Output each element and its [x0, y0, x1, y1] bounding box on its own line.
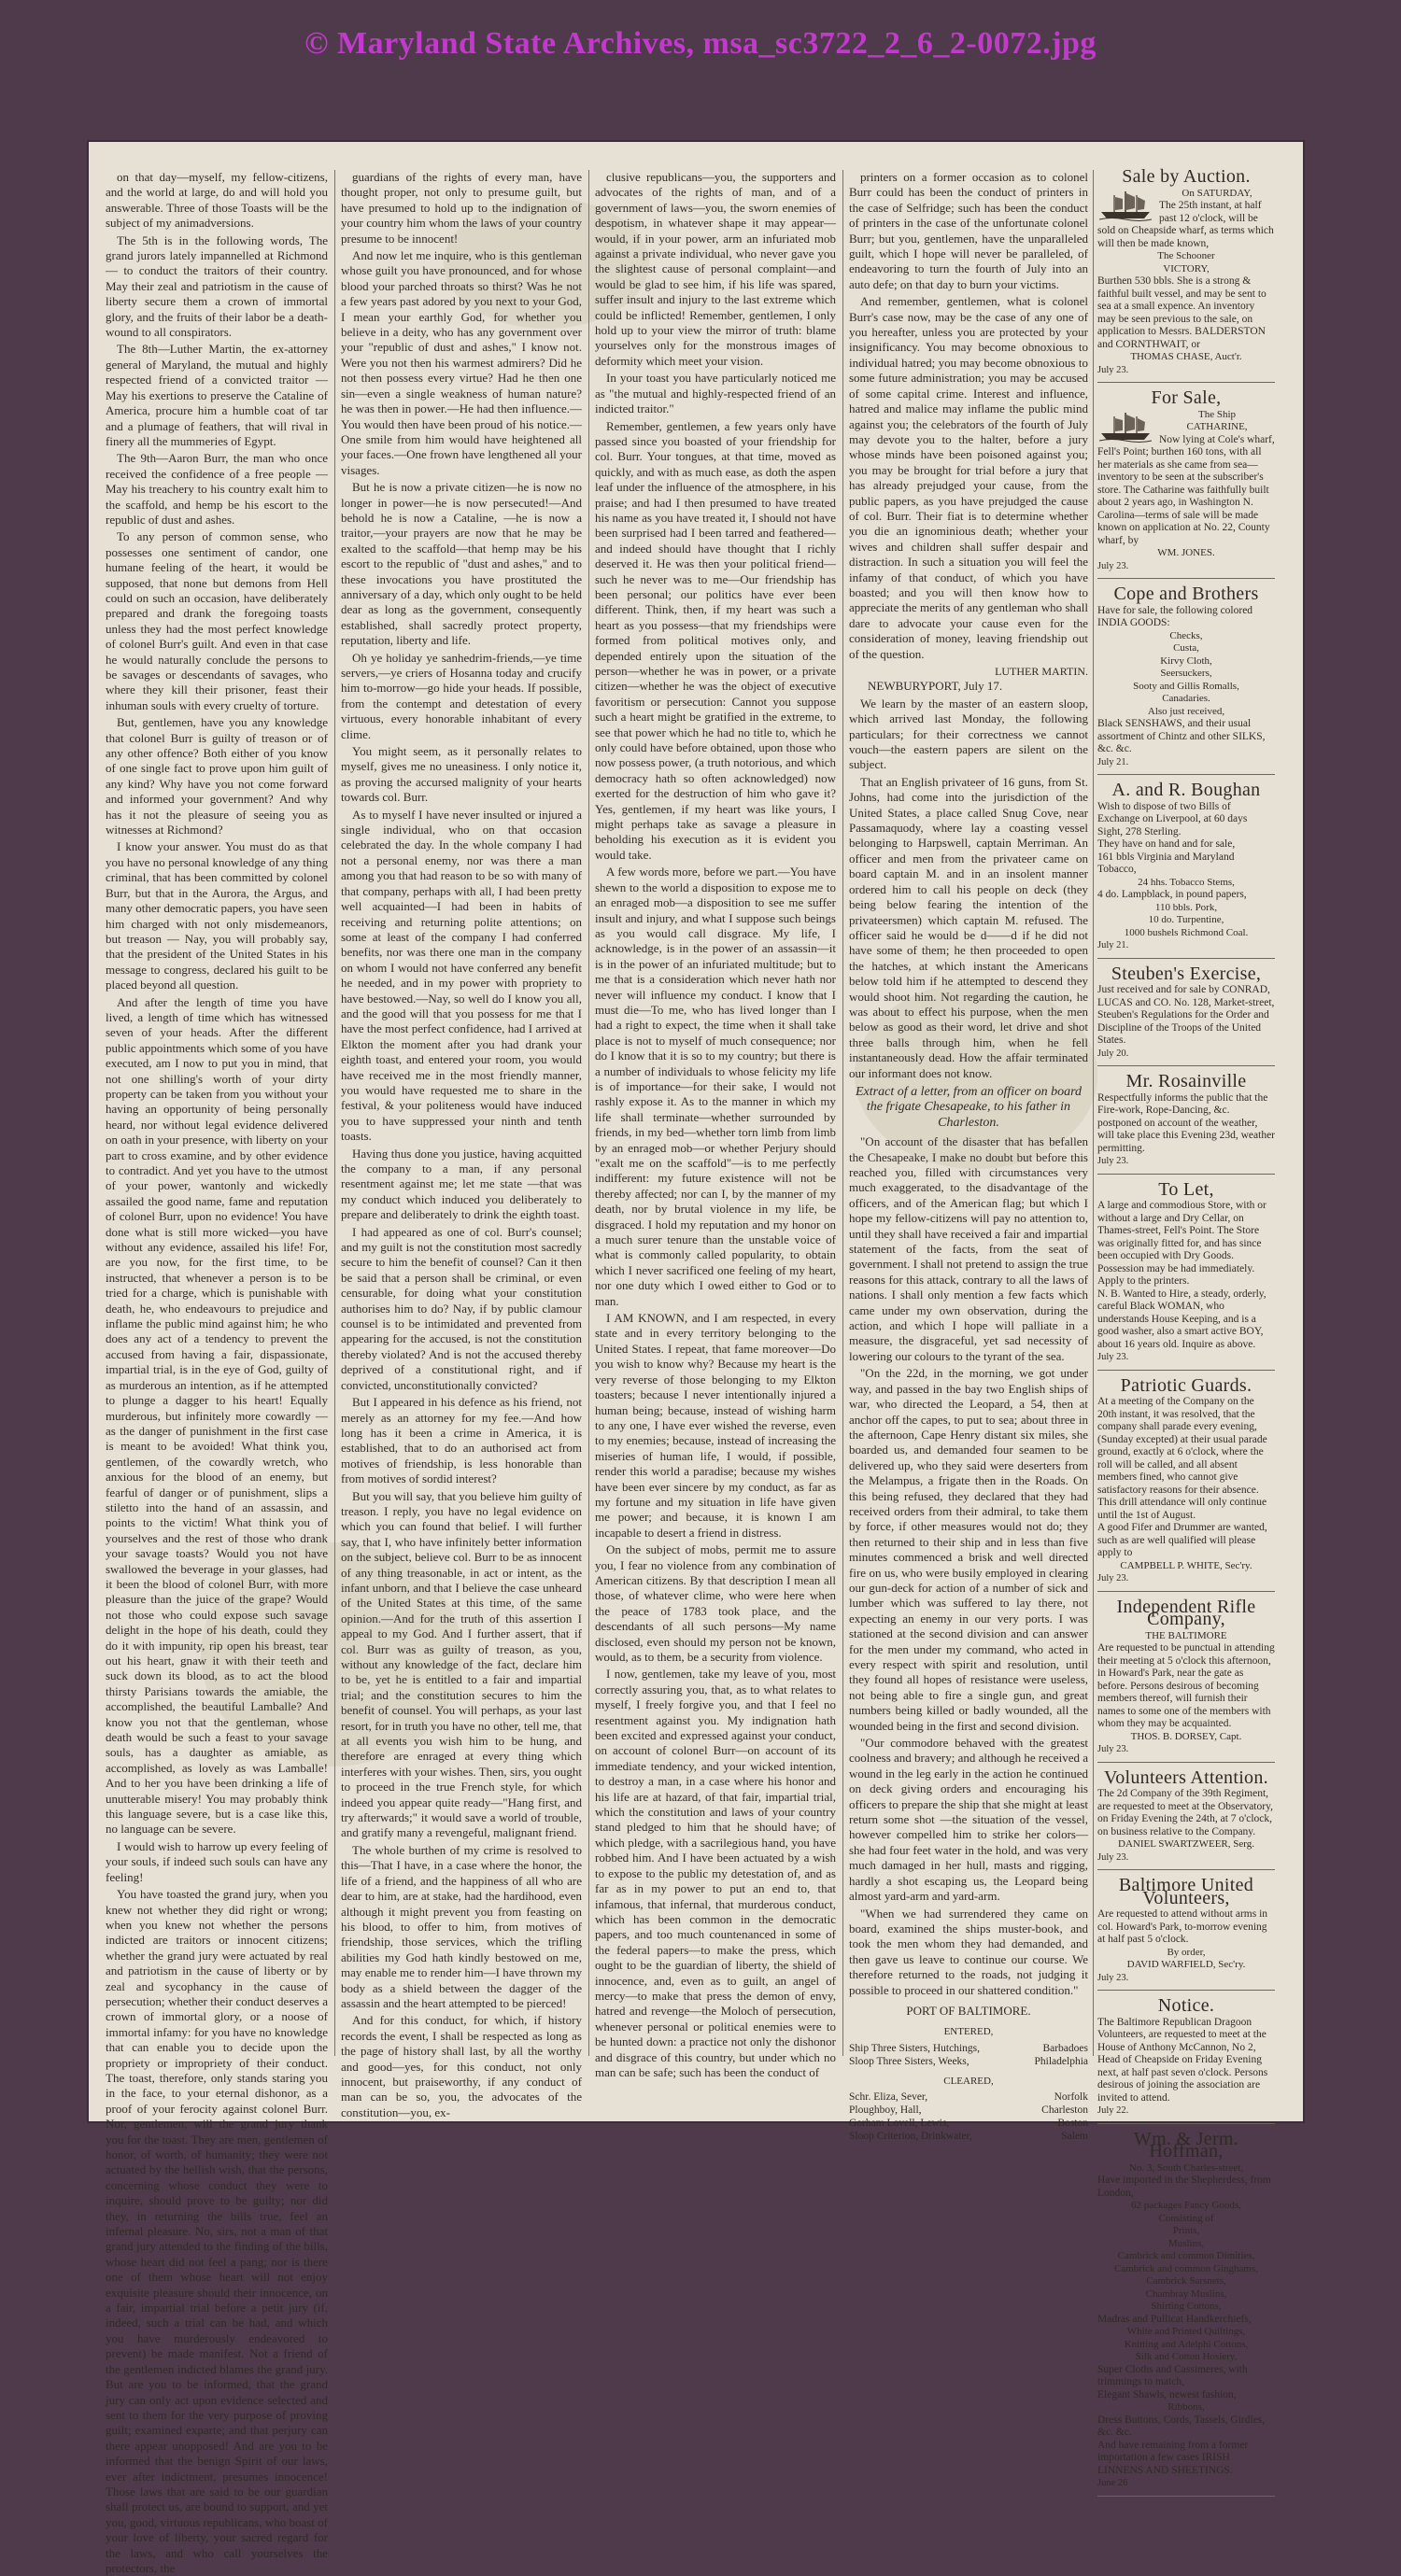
ad-date: July 23.: [1097, 364, 1129, 375]
ad-title: A. and R. Boughan: [1111, 780, 1261, 800]
ad-line: Silk and Cotton Hosiery,: [1135, 2351, 1238, 2362]
ad-line: Also just received,: [1147, 705, 1225, 717]
vessel-name: Schr. Eliza, Sever,: [849, 2091, 928, 2104]
ad-line: Sooty and Gillis Romalls,: [1133, 680, 1239, 692]
ad-line: White and Printed Quiltings,: [1126, 2326, 1246, 2337]
advertisement: [1097, 1767, 1275, 1871]
entered-label: ENTERED,: [943, 2026, 994, 2038]
ad-line: Consisting of: [1158, 2212, 1214, 2224]
ad-line: Have for sale, the following colored INDIA GOODS:: [1097, 604, 1253, 628]
ad-line: Burthen 530 bbls. She is a strong & faithful built vessel, and may be sent to sea at a small expence. An inventory may be seen previous to the sale, on application to Messrs. BALDERSTON and CORNTHWAIT, or: [1097, 275, 1267, 350]
ad-line: 62 packages Fancy Goods,: [1131, 2200, 1241, 2211]
ad-line: No. 3, South Charles-street,: [1128, 2161, 1244, 2174]
article-paragraph: "On the 22d, in the morning, we got under way, and passed in the bay two English ships of war, who directed the Leopard, a 54, then at anchor off the capes, to put to sea; about three in the afternoon, Cape Henry distant six miles, she boarded us, and demanded four seamen to be delivered up, who they said were deserters from the Melampus, a frigate then in the Roads. On this being refused, they declared that they had received orders from their admiral, to take them by force, if other measures would not do; they then returned to their ship and in less than five minutes commenced a brisk and well directed fire on us, who were busily employed in clearing our gun-deck for action of a number of sick and lumber which was suffered to lay there, not expecting an enemy in our very ports. I was stationed at the second division and can answer for the men under my command, who acted in every respect with spirit and resolution, until they found all hopes of resistance were useless, not being able to fire a single gun, and great numbers being killed or badly wounded, all the wounded being in the first and second division.: [849, 1366, 1088, 1733]
ad-line: DAVID WARFIELD, Sec'ry.: [1126, 1959, 1246, 1970]
article-paragraph: To any person of common sense, who possesses one sentiment of candor, one humane feeling of the heart, it would be supposed, that none but demons from Hell could on such an occasion, have deliberately prepared and drank the foregoing toasts unless they had the most perfect knowledge of colonel Burr's guilt. And even in that case he would naturally conclude the persons to be savages or descendants of savages, who where they kill their prisoner, feast their inhuman souls with every cruelty of torture.: [106, 529, 328, 712]
article-paragraph: "When we had surrendered they came on board, examined the ships muster-book, and took the men whom they had demanded, and then gave us leave to continue our course. We therefore returned to the roads, not judging it possible to proceed in our shattered condition.": [849, 1906, 1088, 1997]
advertisement: [1097, 1178, 1275, 1371]
ad-date: July 22.: [1097, 2105, 1129, 2116]
article-paragraph: But I appeared in his defence as his friend, not merely as an attorney for my fee.—And how long has it been a crime in America, it is established, that to do an authorised act from motives of friendship, is less honorable than from motives of sordid interest?: [341, 1395, 582, 1486]
vessel-name: Ploughboy, Hall,: [849, 2104, 922, 2117]
ad-title: For Sale,: [1151, 387, 1222, 408]
archive-watermark: © Maryland State Archives, msa_sc3722_2_6_2-0072.jpg: [304, 26, 1097, 61]
ad-line: A good Fifer and Drummer are wanted, such as are well qualified will please apply to: [1097, 1522, 1267, 1558]
article-paragraph: And remember, gentlemen, what is colonel Burr's case now, may be the case of any one of you hereafter, unless you are protected by your insignificancy. You may become obnoxious to individual hatred; you may become obnoxious to some future administration; you may be accused of some capital crime. Interest and influence, hatred and malice may inflame the public mind against you; the celebrators of the fourth of July may devote you to the halter, before a jury whose minds have been poisoned against you; you may be brought for trial before a jury that has already prejudged your cause, from the public papers, as you have prejudged the cause of col. Burr. Their fiat is to determine whether you die an ignominious death; whether your wives and children shall suffer despair and distraction. In such a situation you will feel the infamy of that conduct, of which you have boasted; and you will then know how to appreciate the merits of any gentleman who shall dare to advocate your cause even for the consideration of money, leaving friendship out of the question.: [849, 294, 1088, 661]
ad-title: Baltimore United Volunteers,: [1118, 1875, 1254, 1908]
port-origin: Boston: [1057, 2118, 1088, 2130]
ad-line: 10 do. Turpentine,: [1148, 914, 1224, 925]
ad-title: Independent Rifle Company,: [1116, 1596, 1256, 1629]
article-paragraph: The 8th—Luther Martin, the ex-attorney general of Maryland, the mutual and highly respected friend of a convicted traitor — May his exertions to preserve the Cataline of America, procure him a humble coat of tar and a plumage of feathers, that will rival in finery all the mummeries of Egypt.: [106, 342, 328, 448]
ad-title: Cope and Brothers: [1113, 584, 1259, 604]
article-paragraph: printers on a former occasion as to colonel Burr could has been the conduct of printers in the case of Selfridge; such has been the conduct of printers in the case of the unfortunate colonel Burr; but you, gentlemen, have the unparalleled guilt, which I hope will never be paralleled, of endeavoring to turn the fourth of July into an auto defe; on that day to burn your victims.: [849, 170, 1088, 291]
advertisement: [1097, 1994, 1275, 2124]
ad-line: Prints,: [1172, 2225, 1200, 2236]
ad-line: THOMAS CHASE, Auct'r.: [1130, 351, 1242, 362]
ad-line: Cambrick Sarsnets,: [1146, 2275, 1226, 2287]
article-paragraph: The whole burthen of my crime is resolved to this—That I have, in a case where the honor, the life of a friend, and the happiness of all who are dear to him, are at stake, had the hardihood, even although it might prevent you from feasting on his blood, to offer to him, from motives of friendship, those services, which the trifling abilities my God hath kindly bestowed on me, may enable me to render him—I have thrown my body as a shield between the dagger of the assassin and the heart attempted to be pierced!: [341, 1842, 582, 2010]
advertisement: [1097, 1374, 1275, 1592]
port-row: [849, 2117, 1088, 2130]
ad-line: Now lying at Cole's wharf, Fell's Point; burthen 160 tons, with all her materials as she came from sea—inventory to be seen at the subscriber's store. The Catharine was faithfully built about 2 years ago, in Washington N. Carolina—terms of sale will be made known on application at No. 22, County wharf, by: [1097, 433, 1275, 546]
ad-line: Canadaries.: [1162, 693, 1210, 704]
ad-date: July 23.: [1097, 1573, 1129, 1584]
article-paragraph: In your toast you have particularly noticed me as "the mutual and highly-respected friend of an indicted traitor.": [595, 371, 836, 416]
port-row: [849, 2042, 1088, 2055]
column-rule: [334, 170, 335, 2056]
article-paragraph: Oh ye holiday ye sanhedrim-friends,—ye time servers,—ye criers of Hosanna today and crucify him to-morrow—go hide your heads. If possible, from the contempt and detestation of every virtuous, every honorable inhabitant of every clime.: [341, 650, 582, 741]
extract-heading: Extract of a letter, from an officer on board the frigate Chesapeake, to his father in Charleston.: [856, 1084, 1082, 1130]
ad-line: Seersuckers,: [1160, 668, 1212, 679]
ad-line: 110 bbls. Pork,: [1154, 901, 1218, 913]
ad-title: Wm. & Jerm. Hoffman,: [1133, 2128, 1239, 2161]
article-paragraph: But he is now a private citizen—he is now no longer in power—he is now persecuted!—And behold he is now a Cataline, —he is now a traitor,—your prayers are now that he may be exalted to the scaffold—that hemp may be his escort to the republic of "dust and ashes," and to these invocations you have prostituted the anniversary of a day, which only ought to be held dear as long as the government, consequently established, shall sacredly protect property, reputation, liberty and life.: [341, 480, 582, 648]
ad-line: The Baltimore Republican Dragoon Volunteers, are requested to meet at the House of Anthony McCannon, No 2, Head of Cheapside on Friday Evening next, at half past seven o'clock. Persons desirous of joining the association are invited to attend.: [1097, 2016, 1268, 2104]
column-4: [849, 170, 1088, 2143]
ad-line: And have remaining from a former importation a few cases IRISH LINNENS AND SHEETINGS.: [1097, 2439, 1249, 2476]
ad-date: July 23.: [1097, 1352, 1129, 1362]
article-paragraph: I know your answer. You must do as that you have no personal knowledge of any thing criminal, that has been committed by colonel Burr, but that in the Aurora, the Argus, and many other democratic papers, you have seen him charged with not only misdemeanors, but treason — Nay, you will probably say, that the president of the United States in his message to congress, declared his guilt to be placed beyond all question.: [106, 839, 328, 992]
column-3: [595, 170, 836, 2079]
ad-line: N. B. Wanted to Hire, a steady, orderly, careful Black WOMAN, who understands House Keeping, and is a good washer, also a smart active BOY, about 16 years old. Inquire as above.: [1097, 1288, 1267, 1350]
ad-line: A large and commodious Store, with or without a large and Dry Cellar, on Thames-street, Fell's Point. The Store was originally fitted for, and has since been occupied with Dry Goods. Possession may be had immediately. Apply to the printers.: [1097, 1200, 1267, 1287]
ad-line: Checks,: [1169, 629, 1203, 641]
ad-line: Custa,: [1173, 642, 1199, 654]
article-paragraph: Remember, gentlemen, a few years only have passed since you boasted of your friendship for col. Burr. Your tongues, at that time, moved as quickly, and with as much ease, as doth the aspen leaf under the influence of the atmosphere, in his praise; and had I then presumed to have treated his name as you have treated it, I should not have been surprised had I been tarred and feathered—and indeed should have thought that I richly deserved it. He was then your political friend—such he never was to me—Our friendship has been personal; our politics have ever been different. Think, then, if my heart was such a heart as you possess—that my friendships were formed from political motives only, and depended entirely upon the situation of the person—whether he was in power, or a private citizen—whether he was the object of executive favoritism or persecution: Cannot you suppose such a heart might be gratified in the extreme, to see that power which he had no title to, which he only could have before obtained, upon those who now possess power, (a truth notorious, and which democracy hath so often acknowledged) now exerted for the destruction of him who gave it? Yes, gentlemen, if my heart was like yours, I might perhaps take as savage a pleasure in beholding his execution as it is evident you would take.: [595, 418, 836, 862]
vessel-name: Sloop Criterion, Drinkwater,: [849, 2131, 972, 2143]
ad-line: The Schooner: [1157, 250, 1215, 261]
advertisement: [1097, 963, 1275, 1067]
ad-line: CAMPBELL P. WHITE, Sec'ry.: [1120, 1559, 1252, 1571]
article-paragraph: But, gentlemen, have you any knowledge that colonel Burr is guilty of treason or of any other offence? Both either of you know of one single fact to prove upon him guilt of any kind? Why have you not come forward and informed your government? And why has it not the pleasure of seeing you as witnesses at Richmond?: [106, 715, 328, 838]
ad-date: July 21.: [1097, 940, 1129, 950]
column-rule: [1093, 170, 1094, 2056]
ad-title: Mr. Rosainville: [1125, 1071, 1247, 1091]
port-origin: Barbadoes: [1042, 2042, 1088, 2054]
ad-line: They have on hand and for sale,: [1097, 838, 1236, 850]
ad-line: Ribbons,: [1168, 2401, 1205, 2413]
signature-luther-martin: LUTHER MARTIN.: [995, 665, 1088, 678]
ad-line: Knitting and Adelphi Cottons,: [1124, 2338, 1249, 2350]
ad-line: 4 do. Lampblack, in pound papers,: [1097, 889, 1247, 900]
ad-line: The Ship: [1197, 408, 1237, 420]
ad-line: THE BALTIMORE: [1145, 1629, 1227, 1641]
ad-date: June 26: [1097, 2478, 1128, 2488]
vessel-name: Sloop Three Sisters, Weeks,: [849, 2055, 969, 2067]
article-paragraph: on that day—myself, my fellow-citizens, and the world at large, do and will hold you answerable. Three of those Toasts will be the subject of my animadversions.: [106, 170, 328, 231]
ad-date: July 23.: [1097, 1744, 1129, 1754]
port-row: [849, 2090, 1088, 2104]
column-2: [341, 170, 582, 2119]
ad-line: At a meeting of the Company on the 20th instant, it was resolved, that the company shall parade every evening, (Sunday excepted) at their usual parade ground, exactly at 6 o'clock, where the roll will be called, and all absent members fined, who cannot give satisfactory reasons for their absence. This drill attendance will only continue until the 1st of August.: [1097, 1396, 1267, 1521]
port-origin: Philadelphia: [1034, 2055, 1088, 2067]
ad-line: Are requested to be punctual in attending their meeting at 5 o'clock this afternoon, in Howard's Park, near the gate as before. Persons desirous of becoming members thereof, will furnish their names to some one of the members with whom they may be acquainted.: [1097, 1642, 1275, 1729]
cleared-label: CLEARED,: [943, 2075, 994, 2087]
article-paragraph: We learn by the master of an eastern sloop, which arrived last Monday, the following particulars; for their correctness we cannot vouch—the eastern papers are silent on the subject.: [849, 696, 1088, 772]
ad-line: DANIEL SWARTZWEER, Serg.: [1118, 1838, 1254, 1850]
vessel-name: Ship Three Sisters, Hutchings,: [849, 2042, 981, 2054]
advertisement: [1097, 1874, 1275, 1991]
advertisement: [1097, 1070, 1275, 1175]
ad-line: Black SENSHAWS, and their usual assortment of Chintz and other SILKS, &c. &c.: [1097, 718, 1266, 754]
ad-line: Elegant Shawls, newest fashion,: [1097, 2388, 1237, 2400]
article-paragraph: I AM KNOWN, and I am respected, in every state and in every territory belonging to the United States. I repeat, that fame moreover—Do you wish to know why? Because my heart is the very reverse of those belonging to my Elkton toasters; because I never intentionally injured a human being; because, instead of wishing harm to any one, I have ever wished the reverse, even to my enemies; because, instead of increasing the miseries of human life, I would, if possible, render this world a paradise; because my wishes have been ever sincere by my conduct, as far as my fortune and my situation in life have given me power; and because, it is known I am incapable to desert a friend in distress.: [595, 1311, 836, 1540]
ad-line: The 25th instant, at half past 12 o'clock, will be sold on Cheapside wharf, as terms which will then be made known,: [1097, 200, 1274, 249]
ship-woodcut-icon: [1097, 190, 1153, 221]
advertisement: [1097, 779, 1275, 959]
ad-line: 161 bbls Virginia and Maryland Tobacco,: [1097, 851, 1235, 875]
ad-line: Cambrick and common Ginghams,: [1114, 2262, 1258, 2274]
ad-line: Kirvy Cloth,: [1160, 655, 1212, 667]
column-1: [106, 170, 328, 2575]
ad-line: Madras and Pullicat Handkerchiefs,: [1097, 2313, 1252, 2325]
advertisement: [1097, 583, 1275, 775]
column-rule: [588, 170, 589, 2056]
ad-date: July 21.: [1097, 756, 1129, 767]
ad-line: Muslins,: [1168, 2237, 1205, 2249]
ad-line: Respectfully informs the public that the Fire-work, Rope-Dancing, &c. postponed on account of the weather, will take place this Evening 23d, weather permitting.: [1097, 1091, 1276, 1154]
ad-line: Are requested to attend without arms in col. Howard's Park, to-morrow evening at half past 5 o'clock.: [1097, 1908, 1268, 1945]
ad-title: Notice.: [1157, 1995, 1215, 2016]
article-paragraph: Having thus done you justice, having acquitted the company to a man, if any personal resentment against me; let me state —that was my conduct which induced you deliberately to prepare and deliberately to drink the eighth toast.: [341, 1146, 582, 1222]
ad-line: The 2d Company of the 39th Regiment, are requested to meet at the Observatory, on Friday Evening the 24th, at 7 o'clock, on business relative to the Company.: [1097, 1788, 1273, 1837]
port-row: [849, 2130, 1088, 2143]
vessel-name: Gorham Lovell, Lewis,: [849, 2118, 950, 2130]
article-paragraph: You might seem, as it personally relates to myself, gives me no uneasiness. I only notice it, as proving the accursed malignity of your hearts towards col. Burr.: [341, 744, 582, 805]
port-origin: Salem: [1061, 2131, 1088, 2143]
ad-line: THOS. B. DORSEY, Capt.: [1130, 1730, 1242, 1742]
ad-line: Dress Buttons, Cords, Tassels, Girdles, &c. &c.: [1097, 2414, 1266, 2438]
newspaper-page: [89, 142, 1303, 2575]
ad-title: Volunteers Attention.: [1104, 1767, 1268, 1788]
ship-woodcut-icon: [1097, 411, 1153, 443]
ad-line: Just received and for sale by CONRAD, LUCAS and CO. No. 128, Market-street, Steuben's Regulations for the Order and Discipline of the Troops of the United States.: [1097, 984, 1275, 1046]
article-paragraph: On the subject of mobs, permit me to assure you, I fear no violence from any combination of American citizens. By that description I mean all those, of whatever clime, who were here when the peace of 1783 took place, and the descendants of all such persons—My name disclosed, even should my person not be known, would, as to them, be a security from violence.: [595, 1542, 836, 1664]
advertisement: [1097, 1596, 1275, 1763]
article-paragraph: I had appeared as one of col. Burr's counsel; and my guilt is not the constitution most sacredly secure to him the benefit of counsel? Can it then be said that a person shall be criminal, or even censurable, for doing what your constitution authorises him to do? Nay, if by public clamour counsel is to be intimidated and prevented from appearing for the accused, is not the constitution thereby violated? And is not the accused thereby deprived of a constitutional right, and if convicted, unconstitutionally convicted?: [341, 1224, 582, 1392]
ad-line: On SATURDAY,: [1182, 187, 1252, 199]
ad-line: Wish to dispose of two Bills of Exchange on Liverpool, at 60 days Sight, 278 Sterling.: [1097, 800, 1248, 838]
column-rule: [842, 170, 843, 2056]
ad-date: July 23.: [1097, 560, 1129, 571]
ad-date: July 23.: [1097, 1156, 1129, 1166]
ad-title: Steuben's Exercise,: [1111, 963, 1262, 984]
port-row: [849, 2104, 1088, 2117]
advertisement: [1097, 2128, 1275, 2497]
ad-title: To Let,: [1158, 1178, 1214, 1200]
dateline: NEWBURYPORT, July 17.: [868, 679, 1003, 694]
article-paragraph: As to myself I have never insulted or injured a single individual, who on that occasion celebrated the day. In the whole company I had not a personal enemy, nor was there a man among you that had reason to be so with many of that company, perhaps with all, I had been pretty well acquainted—I had been in habits of receiving and returning polite attentions; on some at least of the company I had conferred benefits, nor was there one man in the company on whom I would not have conferred any benefit he needed, and in my power with propriety to have bestowed.—Nay, so well do I know you all, and the good will that you possess for me that I have the most perfect confidence, had I arrived at Elkton the moment after you had drank your eighth toast, and entered your room, you would have received me in the most friendly manner, you would have requested me to share in the festival, & your politeness would have induced you to have suppressed your ninth and tenth toasts.: [341, 807, 582, 1144]
ad-line: CATHARINE,: [1186, 421, 1248, 432]
article-paragraph: clusive republicans—you, the supporters and advocates of the rights of man, and of a government of laws—you, the sworn enemies of despotism, in whatever shape it may appear—would, if in your power, arm an infuriated mob against a private individual, who never gave you the slightest cause of personal complaint—and would be glad to see him, if his life was spared, suffer insult and injury to the last extreme which could be inflicted! Remember, gentlemen, I only hold up to your view the mirror of truth: blame yourselves only for the monstrous images of deformity which meet your vision.: [595, 170, 836, 368]
ad-line: 1000 bushels Richmond Coal.: [1124, 926, 1249, 938]
advertisement: [1097, 165, 1275, 383]
advertisement: [1097, 387, 1275, 579]
article-paragraph: I would wish to harrow up every feeling of your souls, if indeed such souls can have any feeling!: [106, 1838, 328, 1884]
ad-line: Have imported in the Shepherdess, from London,: [1097, 2175, 1271, 2199]
port-heading: PORT OF BALTIMORE.: [906, 2003, 1031, 2018]
ad-date: July 20.: [1097, 1048, 1129, 1059]
article-paragraph: "Our commodore behaved with the greatest coolness and bravery; and although he received a wound in the leg early in the action he continued on deck giving orders and encouraging his officers to prepare the ship that she might at least return some shot —the situation of the vessel, however compelled him to strike her colors—she had four feet water in the hold, and was very much damaged in her hull, masts and rigging, hardly a shot escaping us, the Leopard being almost yard-arm and yard-arm.: [849, 1736, 1088, 1904]
ad-title: Patriotic Guards.: [1120, 1374, 1252, 1396]
advertisements-column: [1097, 165, 1276, 2488]
ad-date: July 23.: [1097, 1972, 1129, 1983]
ad-line: By order,: [1167, 1946, 1206, 1958]
article-paragraph: The 5th is in the following words, The grand jurors lately impannelled at Richmond — to conduct the traitors of their country. May their zeal and patriotism in the cause of liberty secure them a crown of immortal glory, and the fruits of their labor be a death-wound to all conspirators.: [106, 232, 328, 340]
ad-date: July 23.: [1097, 1851, 1129, 1863]
article-paragraph: And after the length of time you have lived, a length of time which has witnessed seven of your heads. After the different public appointments which some of you have executed, am I now to put you in mind, that not one shilling's worth of your dirty property can be taken from you without your having an opportunity of being personally heard, nor without legal evidence delivered on oath in your presence, with liberty on your part to cross examine, and by other evidence to contradict. And yet you have to the utmost of your power, wantonly and wickedly assailed the good name, fame and reputation of colonel Burr, upon no evidence! You have done what is still more wicked—you have without any evidence, assailed his life! For, are you now, for the first time, to be instructed, that whenever a person is to be tried for a charge, which is punishable with death, he, who endeavours to prejudice and inflame the public mind against him; he who does any act of a tendency to prevent the accused from having a fair, dispassionate, impartial trial, is in the eye of God, guilty of as murderous an intention, as if he attempted to plunge a dagger to his heart! Equally murderous, but infinitely more cowardly — as the danger of punishment in the first case is meant to be avoided! What think you, gentlemen, of the cowardly wretch, who anxious for the blood of an enemy, but fearful of danger or of punishment, slips a stiletto into the hand of an assassin, and points to the victim! What think you of yourselves and the rest of those who drank your savage toasts? Would you not have swallowed the beverage in your glasses, had it been the blood of colonel Burr, with more pleasure than the juice of the grape? Would not those who could expose such savage delight in the hope of his death, could they do it with impunity, rip open his breast, tear out his heart, gnaw it with their teeth and suck down its blood, as to act the blood thirsty Parisians towards the amiable, the accomplished, the beautiful Lamballe? And know you not that the gentleman, whose death would be such a feast to your savage souls, has a daughter as amiable, as accomplished, as lovely as was Lamballe! And to her you have been drinking a life of unutterable misery! You may probably think this language severe, but is a case like this, no language can be severe.: [106, 994, 328, 1837]
article-paragraph: And now let me inquire, who is this gentleman whose guilt you have pronounced, and for whose blood your parched throats so thirst? Was he not a few years past adored by you next to your God, I mean your earthly God, for whether you believe in a deity, who has any government over your "republic of dust and ashes," I know not. Were you not then his warmest admirers? Did he not then possess every virtue? Had he then one sin—even a single weakness of human nature? he was then in power.—He had then influence.—You would then have been proud of his notice.—One smile from him would have heightened all your faces.—One frown have lengthened all your visages.: [341, 248, 582, 477]
article-paragraph: And for this conduct, for which, if history records the event, I shall be respected as long as the page of history shall last, by all the worthy and good—yes, for this conduct, not only innocent, but praiseworthy, if any conduct of man can be so, you, the advocates of the constitution—you, ex-: [341, 2013, 582, 2119]
port-origin: Norfolk: [1054, 2091, 1088, 2104]
article-paragraph: "On account of the disaster that has befallen the Chesapeake, I make no doubt but before this reached you, filled with circumstances very much exaggerated, to the disadvantage of the officers, and of the American flag; but which I hope my fellow-citizens will pay no attention to, until they shall have received a fair and impartial statement of the facts, from the seat of government. I shall not pretend to assign the true reasons for this attack, contrary to all the laws of nations. I shall only mention a few facts which came under my own observation, during the action, and which I hope will palliate in a measure, the disgraceful, yet sad necessity of lowering our colours to the tyrant of the sea.: [849, 1134, 1088, 1363]
article-paragraph: But you will say, that you believe him guilty of treason. I reply, you have no legal evidence on which you can found that belief. I will further say, that I, who have infinitely better information on the subject, believe col. Burr to be as innocent of any thing treasonable, in act or intent, as the infant unborn, and that I believe the case unheard of the United States at this time, of the same opinion.—And for the truth of this assertion I appeal to my God. And I further assert, that if col. Burr was as guilty of treason, as you, without any knowledge of the fact, declare him to be, yet he is entitled to a fair and impartial trial; and the constitution secures to him the benefit of counsel. You will perhaps, as your last resort, for in truth you have no other, tell me, that at all events you wish him to be hung, and therefore are enraged at every thing which interferes with your wishes. Then, sirs, you ought to proceed in the true French style, for which indeed you appear quite ready—"Hang first, and try afterwards;" it would save a world of trouble, and gratify many a revengeful, malignant friend.: [341, 1488, 582, 1840]
port-row: [849, 2055, 1088, 2068]
article-paragraph: The 9th—Aaron Burr, the man who once received the confidence of a free people — May his treachery to his country exalt him to the scaffold, and hemp be his escort to the republic of dust and ashes.: [106, 451, 328, 527]
article-paragraph: guardians of the rights of every man, have thought proper, not only to presume guilt, but have presumed to hold up to the indignation of your country him whom the laws of your country presume to be innocent!: [341, 170, 582, 246]
article-paragraph: I now, gentlemen, take my leave of you, most correctly assuring you, that, as to what relates to myself, I freely forgive you, and that I feel no resentment against you. My indignation hath been excited and expressed against your conduct, on account of colonel Burr—on account of its immediate tendency, and your wicked intention, to destroy a man, in a case where his honor and his life are at hazard, of that fair, impartial trial, which the constitution and laws of your country stand pledged to him that he should have; of which pledge, with a sacrilegious hand, you have robbed him. And I have been actuated by a wish to expose to the public my detestation of, and as far as in my power to put an end to, that infamous, that infernal, that murderous conduct, which has been common in the democratic papers, and too much countenanced in some of the federal papers—to make the press, which ought to be the guardian of liberty, the shield of innocence, and, even as to guilt, an angel of mercy—to make that press the demon of envy, hatred and revenge—the Moloch of persecution, whenever personal or political enemies were to be hunted down: a practice not only the dishonor and disgrace of this country, but under which no man can be safe; such has been the conduct of: [595, 1667, 836, 2079]
article-paragraph: A few words more, before we part.—You have shewn to the world a disposition to expose me to an enraged mob—a disposition to see me suffer insult and injury, and what I suppose such beings as you would call disgrace. My life, I acknowledge, is in the power of an assassin—it is in the power of an infuriated multitude; but to me that is a consideration which never hath nor never will influence my conduct. I know that I must die—To me, who has lived longer than I had a right to expect, the time when it shall take place is not to myself of much consequence; nor do I know that it is so to my country; but there is a number of individuals to whose felicity my life is of importance—for their sake, I would not rashly expose it. As to the manner in which my life shall terminate—whether surrounded by friends, in my bed—whether torn limb from limb by an enraged mob—or whether Perjury should "exalt me on the scaffold"—is to me perfectly indifferent: my future existence will not be thereby affected; nor can I, by the manner of my death, nor by brutal violence in my life, be disgraced. I hold my reputation and my honor on a much surer tenure than the unstable voice of what is commonly called popularity, to obtain which I never sacrificed one feeling of my heart, nor one duty which I owed either to God or to man.: [595, 865, 836, 1308]
port-origin: Charleston: [1041, 2104, 1088, 2117]
ad-line: 24 hhs. Tobacco Stems,: [1138, 876, 1235, 888]
ad-line: Shirting Cottons,: [1151, 2301, 1222, 2312]
ad-line: Chambray Muslins,: [1145, 2287, 1227, 2300]
article-paragraph: You have toasted the grand jury, when you knew not whether they did right or wrong; when you knew not whether the persons indicted are traitors or innocent citizens; whether the grand jury were actuated by real and patriotism in the cause of liberty or by zeal and sycophancy in the cause of persecution; whether their conduct deserves a crown of immortal glory, or a noose of immortal infamy: for you have no knowledge that can enable you to decide upon the propriety or impropriety of their conduct. The toast, therefore, only stands staring you in the face, to your eternal dishonor, as a proof of your ferocity against colonel Burr. Nor, gentlemen, will the grand jury thank you for the toast. They are men, gentlemen of honor, of worth, of humanity; they were not actuated by the hellish wish, that the persons, concerning whose conduct they were to inquire, should prove to be guilty; nor did they, in returning the bills true, feel an infernal pleasure. No, sirs, not a man of that grand jury attended to the finding of the bills, whose heart did not feel a pang; nor is there one of them whose heart will not enjoy exquisite pleasure should their innocence, on a fair, impartial trial before a petit jury (if, indeed, such a trial can be had, and which you have murderously endeavored to prevent) be made manifest. Not a friend of the gentlemen indicted blames the grand jury. But are you to be informed, that the grand jury can only act upon evidence selected and sent to them for the very purpose of proving guilt; examined exparte; and that perjury can there appear unopposed! And are you to be informed that the benign Spirit of our laws, ever after indictment, presumes innocence! Those laws that are said to be our guardian shall protect us, are bound to support, and yet you, good, virtuous republicans, who boast of your love of liberty, your sacred regard for the laws, and who call yourselves the protectors, the: [106, 1887, 328, 2575]
ad-line: Cambrick and common Dimities,: [1117, 2250, 1255, 2261]
ad-line: VICTORY,: [1163, 262, 1210, 274]
article-paragraph: That an English privateer of 16 guns, from St. Johns, had come into the jurisdiction of the United States, a place called Snug Cove, near Passamaquody, where lay a coasting vessel belonging to Harpswell, captain Merriman. An officer and men from the privateer came on board captain M. and in an insolent manner ordered him to call his people on deck (they being below fearing the intention of the privateersmen) which captain M. refused. The officer said he would be d——d if he did not have some of them; he then proceeded to open the hatches, at which instant the Americans below told him if he attempted to descend they would shoot him. Not regarding the caution, he was about to effect his purpose, when the men below as good as their word, let drive and shot three balls through him, when he fell instantaneously dead. How the affair terminated our informant does not know.: [849, 774, 1088, 1080]
ad-title: Sale by Auction.: [1122, 166, 1251, 187]
ad-line: WM. JONES.: [1157, 547, 1215, 558]
ad-line: Super Cloths and Cassimeres, with trimmings to match,: [1097, 2363, 1248, 2387]
